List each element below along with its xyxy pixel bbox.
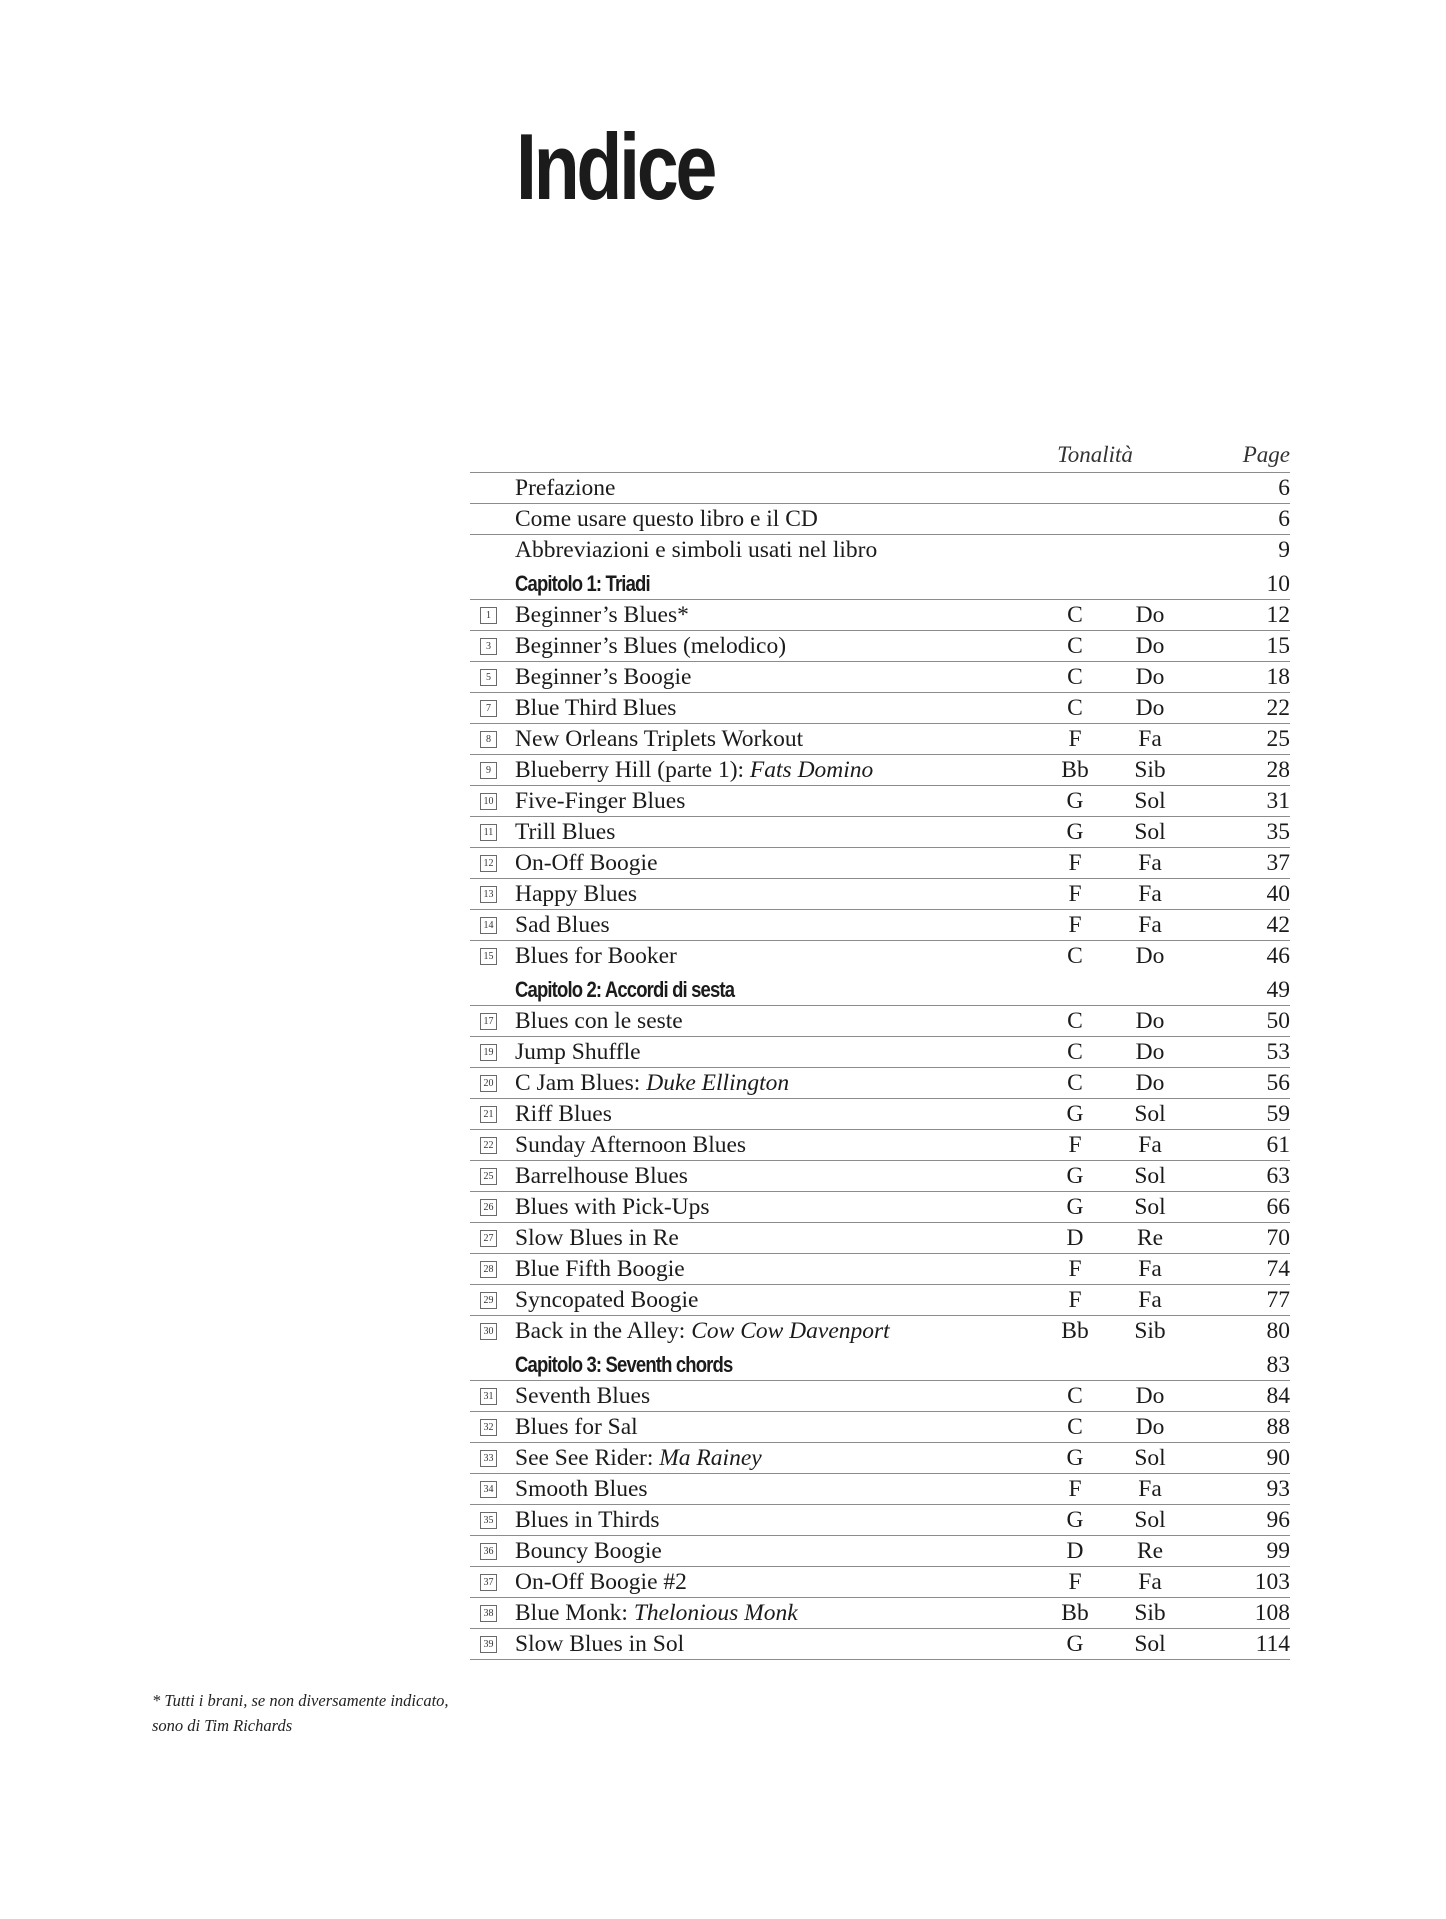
page-number: 9: [1278, 537, 1290, 563]
track-number-badge: 39: [480, 1636, 497, 1653]
track-number-badge: 20: [480, 1075, 497, 1092]
toc-header: [470, 438, 1290, 472]
key-english: F: [1068, 726, 1082, 752]
chapter-title: Capitolo 3: Seventh chords: [515, 1352, 733, 1377]
track-number-badge: 25: [480, 1168, 497, 1185]
entry-title-text: Slow Blues in Sol: [515, 1631, 685, 1657]
entry-title: [515, 1600, 798, 1627]
toc-row: [470, 847, 1290, 878]
entry-title-text: C Jam Blues:: [515, 1070, 647, 1096]
entry-title-text: Come usare questo libro e il CD: [515, 506, 818, 532]
key-english: F: [1068, 850, 1082, 876]
footnote-line: * Tutti i brani, se non diversamente indicato,: [152, 1691, 449, 1710]
entry-title: [515, 757, 873, 784]
entry-title-text: New Orleans Triplets Workout: [515, 726, 804, 752]
footnote-line: sono di Tim Richards: [152, 1716, 293, 1735]
entry-title: [515, 1101, 612, 1128]
toc-row: [470, 1160, 1290, 1191]
page-number: 49: [1266, 977, 1290, 1003]
track-number-badge: 28: [480, 1261, 497, 1278]
entry-title-text: Beginner’s Blues (melodico): [515, 633, 787, 659]
entry-title-text: Five-Finger Blues: [515, 788, 686, 814]
toc-row: [470, 1098, 1290, 1129]
toc-row: [470, 909, 1290, 940]
entry-title-text: Beginner’s Blues*: [515, 602, 689, 628]
key-english: F: [1068, 881, 1082, 907]
toc-row: [470, 1566, 1290, 1597]
page-number: 6: [1278, 506, 1290, 532]
toc-row: [470, 940, 1290, 971]
entry-title: [515, 506, 818, 533]
key-italian: Fa: [1138, 1287, 1162, 1313]
page-number: 84: [1266, 1383, 1290, 1409]
entry-author: Ma Rainey: [659, 1445, 762, 1471]
key-english: C: [1067, 1383, 1083, 1409]
entry-title: [515, 1287, 698, 1314]
track-number-badge: 35: [480, 1512, 497, 1529]
entry-title-text: Blues with Pick-Ups: [515, 1194, 710, 1220]
entry-title-text: Seventh Blues: [515, 1383, 651, 1409]
entry-title: [515, 912, 610, 939]
track-number-badge: 19: [480, 1044, 497, 1061]
track-number-badge: 30: [480, 1323, 497, 1340]
page-number: 22: [1266, 695, 1290, 721]
key-english: C: [1067, 1414, 1083, 1440]
entry-title: [515, 1631, 684, 1658]
key-english: C: [1067, 1070, 1083, 1096]
entry-title: [515, 850, 658, 877]
key-italian: Do: [1135, 633, 1165, 659]
key-column-header: Tonalità: [1057, 442, 1133, 467]
page-title: Indice: [516, 114, 715, 219]
toc-row: [470, 723, 1290, 754]
page-number: 28: [1266, 757, 1290, 783]
toc-row: [470, 1504, 1290, 1535]
key-english: F: [1068, 1287, 1082, 1313]
toc-row: [470, 599, 1290, 630]
entry-title: [515, 1256, 685, 1283]
entry-title-text: Blues in Thirds: [515, 1507, 660, 1533]
toc-row: [470, 1535, 1290, 1566]
page-number: 74: [1266, 1256, 1290, 1282]
key-italian: Do: [1135, 1414, 1165, 1440]
track-number-badge: 9: [480, 762, 497, 779]
entry-title: [515, 943, 677, 970]
track-number-badge: 14: [480, 917, 497, 934]
key-italian: Fa: [1138, 1569, 1162, 1595]
entry-title-text: See See Rider:: [515, 1445, 660, 1471]
entry-title: [515, 1507, 660, 1534]
page-number: 37: [1266, 850, 1290, 876]
entry-title-text: Blues con le seste: [515, 1008, 683, 1034]
key-italian: Fa: [1138, 850, 1162, 876]
key-italian: Fa: [1138, 912, 1162, 938]
key-english: C: [1067, 633, 1083, 659]
entry-title: [515, 1194, 710, 1221]
entry-title-text: Blue Monk:: [515, 1600, 634, 1626]
entry-title-text: Jump Shuffle: [515, 1039, 641, 1065]
entry-title-text: Blues for Booker: [515, 943, 677, 969]
key-english: G: [1066, 1163, 1084, 1189]
key-english: Bb: [1061, 757, 1089, 783]
toc-rows: [470, 472, 1290, 1660]
entry-title-text: Prefazione: [515, 475, 616, 501]
key-italian: Do: [1135, 664, 1165, 690]
page-number: 93: [1266, 1476, 1290, 1502]
entry-title: [515, 1476, 648, 1503]
key-english: G: [1066, 1101, 1084, 1127]
entry-title: [515, 1414, 638, 1441]
entry-title: [515, 1070, 789, 1097]
key-english: C: [1067, 602, 1083, 628]
toc-row: [470, 1473, 1290, 1504]
track-number-badge: 34: [480, 1481, 497, 1498]
key-english: F: [1068, 1132, 1082, 1158]
page-number: 63: [1266, 1163, 1290, 1189]
entry-title-text: Beginner’s Boogie: [515, 664, 692, 690]
track-number-badge: 33: [480, 1450, 497, 1467]
key-italian: Sol: [1134, 1163, 1166, 1189]
entry-title: [515, 664, 691, 691]
key-italian: Sol: [1134, 1445, 1166, 1471]
entry-title-text: Sunday Afternoon Blues: [515, 1132, 747, 1158]
page-number: 59: [1266, 1101, 1290, 1127]
page-number: 46: [1266, 943, 1290, 969]
track-number-badge: 22: [480, 1137, 497, 1154]
footnote: [152, 1688, 449, 1738]
page-number: 56: [1266, 1070, 1290, 1096]
page-number: 61: [1266, 1132, 1290, 1158]
key-italian: Sol: [1134, 1101, 1166, 1127]
key-italian: Sib: [1134, 1318, 1166, 1344]
key-english: C: [1067, 1039, 1083, 1065]
key-italian: Re: [1136, 1225, 1164, 1251]
chapter-row: [470, 971, 1290, 1005]
track-number-badge: 5: [480, 669, 497, 686]
key-italian: Re: [1136, 1538, 1164, 1564]
entry-title: [515, 819, 615, 846]
entry-title-text: Slow Blues in Re: [515, 1225, 679, 1251]
entry-title: [515, 1318, 890, 1345]
page-number: 25: [1266, 726, 1290, 752]
page-number: 96: [1266, 1507, 1290, 1533]
toc-row: [470, 503, 1290, 534]
key-italian: Fa: [1138, 881, 1162, 907]
track-number-badge: 37: [480, 1574, 497, 1591]
key-english: F: [1068, 1256, 1082, 1282]
track-number-badge: 21: [480, 1106, 497, 1123]
page-number: 18: [1266, 664, 1290, 690]
entry-title-text: Blue Third Blues: [515, 695, 677, 721]
entry-title-text: Blues for Sal: [515, 1414, 638, 1440]
toc-row: [470, 1005, 1290, 1036]
toc-row: [470, 1628, 1290, 1660]
page-number: 42: [1266, 912, 1290, 938]
key-english: C: [1067, 1008, 1083, 1034]
entry-title-text: Happy Blues: [515, 881, 638, 907]
entry-title: [515, 1538, 662, 1565]
entry-title: [515, 475, 615, 502]
entry-title-text: Blue Fifth Boogie: [515, 1256, 685, 1282]
track-number-badge: 7: [480, 700, 497, 717]
entry-title: [515, 1445, 762, 1472]
entry-title: [515, 1039, 641, 1066]
key-italian: Sol: [1134, 1507, 1166, 1533]
track-number-badge: 1: [480, 607, 497, 624]
toc-row: [470, 1380, 1290, 1411]
key-english: Bb: [1061, 1318, 1089, 1344]
key-italian: Fa: [1138, 1132, 1162, 1158]
page-column-header: Page: [1242, 442, 1290, 467]
page-number: 114: [1255, 1631, 1290, 1657]
toc-row: [470, 1284, 1290, 1315]
toc-row: [470, 785, 1290, 816]
table-of-contents: [470, 438, 1290, 1660]
track-number-badge: 11: [480, 824, 497, 841]
key-italian: Do: [1135, 943, 1165, 969]
entry-title: [515, 881, 637, 908]
chapter-row: [470, 565, 1290, 599]
toc-row: [470, 534, 1290, 565]
toc-row: [470, 1442, 1290, 1473]
entry-title-text: Syncopated Boogie: [515, 1287, 699, 1313]
track-number-badge: 31: [480, 1388, 497, 1405]
entry-title: [515, 1383, 650, 1410]
key-english: C: [1067, 943, 1083, 969]
page-number: 35: [1266, 819, 1290, 845]
track-number-badge: 32: [480, 1419, 497, 1436]
key-italian: Sol: [1134, 819, 1166, 845]
entry-author: Cow Cow Davenport: [691, 1318, 890, 1344]
key-english: F: [1068, 1476, 1082, 1502]
toc-row: [470, 1597, 1290, 1628]
key-italian: Sol: [1134, 1194, 1166, 1220]
entry-title: [515, 633, 786, 660]
page-number: 77: [1266, 1287, 1290, 1313]
page-number: 88: [1266, 1414, 1290, 1440]
entry-title: [515, 1008, 683, 1035]
key-italian: Sib: [1134, 757, 1166, 783]
track-number-badge: 27: [480, 1230, 497, 1247]
page-number: 31: [1266, 788, 1290, 814]
track-number-badge: 15: [480, 948, 497, 965]
toc-row: [470, 754, 1290, 785]
key-italian: Sib: [1134, 1600, 1166, 1626]
key-english: D: [1066, 1225, 1084, 1251]
toc-row: [470, 1129, 1290, 1160]
page-number: 40: [1266, 881, 1290, 907]
key-english: D: [1066, 1538, 1084, 1564]
page-number: 108: [1254, 1600, 1290, 1626]
page-number: 10: [1266, 571, 1290, 597]
entry-title: [515, 726, 803, 753]
key-english: G: [1066, 1507, 1084, 1533]
page-number: 70: [1266, 1225, 1290, 1251]
entry-title: [515, 788, 685, 815]
page-number: 99: [1266, 1538, 1290, 1564]
key-english: Bb: [1061, 1600, 1089, 1626]
toc-row: [470, 630, 1290, 661]
key-english: G: [1066, 1631, 1084, 1657]
page-number: 53: [1266, 1039, 1290, 1065]
key-italian: Do: [1135, 695, 1165, 721]
entry-title-text: Bouncy Boogie: [515, 1538, 662, 1564]
page-number: 90: [1266, 1445, 1290, 1471]
page-number: 6: [1278, 475, 1290, 501]
page-number: 15: [1266, 633, 1290, 659]
key-italian: Sol: [1134, 788, 1166, 814]
page-number: 80: [1266, 1318, 1290, 1344]
track-number-badge: 10: [480, 793, 497, 810]
entry-title-text: On-Off Boogie: [515, 850, 658, 876]
entry-title: [515, 602, 689, 629]
track-number-badge: 36: [480, 1543, 497, 1560]
track-number-badge: 12: [480, 855, 497, 872]
toc-row: [470, 1036, 1290, 1067]
chapter-title: Capitolo 1: Triadi: [515, 571, 650, 596]
key-english: G: [1066, 1445, 1084, 1471]
entry-author: Thelonious Monk: [633, 1600, 798, 1626]
key-english: C: [1067, 695, 1083, 721]
entry-title-text: Trill Blues: [515, 819, 616, 845]
key-italian: Do: [1135, 1383, 1165, 1409]
entry-title: [515, 695, 676, 722]
key-italian: Fa: [1138, 726, 1162, 752]
key-italian: Do: [1135, 602, 1165, 628]
track-number-badge: 38: [480, 1605, 497, 1622]
toc-row: [470, 1191, 1290, 1222]
page-number: 50: [1266, 1008, 1290, 1034]
key-english: G: [1066, 819, 1084, 845]
toc-row: [470, 1253, 1290, 1284]
key-italian: Do: [1135, 1070, 1165, 1096]
chapter-row: [470, 1346, 1290, 1380]
key-italian: Do: [1135, 1039, 1165, 1065]
page-number: 66: [1266, 1194, 1290, 1220]
track-number-badge: 17: [480, 1013, 497, 1030]
key-english: F: [1068, 912, 1082, 938]
toc-row: [470, 816, 1290, 847]
toc-row: [470, 1067, 1290, 1098]
toc-row: [470, 878, 1290, 909]
entry-title-text: Back in the Alley:: [515, 1318, 692, 1344]
page-number: 103: [1254, 1569, 1290, 1595]
toc-row: [470, 1315, 1290, 1346]
key-italian: Sol: [1134, 1631, 1166, 1657]
track-number-badge: 13: [480, 886, 497, 903]
key-italian: Fa: [1138, 1476, 1162, 1502]
page-number: 12: [1266, 602, 1290, 628]
key-english: G: [1066, 1194, 1084, 1220]
entry-title-text: Smooth Blues: [515, 1476, 648, 1502]
key-english: F: [1068, 1569, 1082, 1595]
page-number: 83: [1266, 1352, 1290, 1378]
entry-author: Duke Ellington: [646, 1070, 790, 1096]
entry-title-text: Sad Blues: [515, 912, 610, 938]
entry-title: [515, 537, 877, 564]
chapter-title: Capitolo 2: Accordi di sesta: [515, 977, 735, 1002]
track-number-badge: 29: [480, 1292, 497, 1309]
entry-title-text: Abbreviazioni e simboli usati nel libro: [515, 537, 878, 563]
track-number-badge: 8: [480, 731, 497, 748]
entry-author: Fats Domino: [749, 757, 874, 783]
toc-row: [470, 472, 1290, 503]
entry-title-text: Blueberry Hill (parte 1):: [515, 757, 750, 783]
toc-row: [470, 1222, 1290, 1253]
toc-row: [470, 1411, 1290, 1442]
entry-title: [515, 1225, 679, 1252]
toc-row: [470, 692, 1290, 723]
key-italian: Fa: [1138, 1256, 1162, 1282]
entry-title: [515, 1132, 746, 1159]
toc-row: [470, 661, 1290, 692]
entry-title-text: Barrelhouse Blues: [515, 1163, 688, 1189]
track-number-badge: 26: [480, 1199, 497, 1216]
entry-title-text: On-Off Boogie #2: [515, 1569, 687, 1595]
key-english: C: [1067, 664, 1083, 690]
entry-title: [515, 1163, 688, 1190]
track-number-badge: 3: [480, 638, 497, 655]
key-english: G: [1066, 788, 1084, 814]
entry-title-text: Riff Blues: [515, 1101, 612, 1127]
key-italian: Do: [1135, 1008, 1165, 1034]
entry-title: [515, 1569, 687, 1596]
